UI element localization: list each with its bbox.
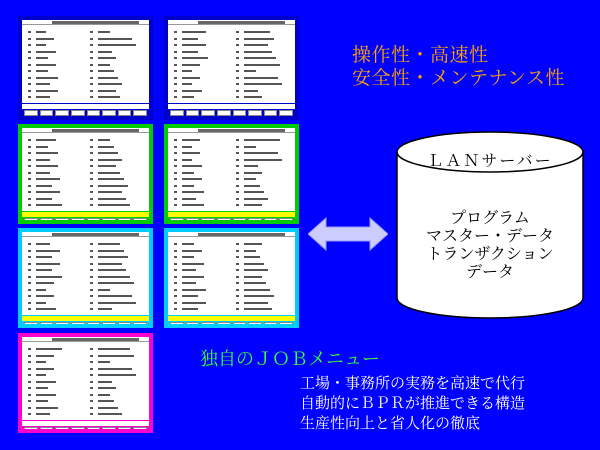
thumb-menu-row: [174, 308, 289, 310]
thumb-menu-row: [28, 77, 143, 79]
thumb-menu-row: [28, 282, 143, 284]
blue-menu-screen-1: [18, 16, 153, 120]
thumb-function-key: [279, 322, 293, 328]
thumb-menu-row: [28, 368, 143, 370]
magenta-menu-screen: [18, 333, 153, 433]
headline-line-1: 操作性・高速性: [352, 44, 489, 66]
thumb-menu-row: [28, 51, 143, 53]
thumb-menu-row: [28, 152, 143, 154]
thumb-menu-row: [174, 57, 289, 59]
thumb-menu-row: [28, 64, 143, 66]
thumb-function-key: [264, 110, 278, 116]
thumb-menu-row: [28, 289, 143, 291]
thumb-menu-row: [174, 191, 289, 193]
thumb-menu-row: [174, 139, 289, 141]
thumb-menu-row: [174, 250, 289, 252]
thumb-menu-row: [174, 83, 289, 85]
headline-line-2: 安全性・メンテナンス性: [352, 67, 565, 89]
server-content-1: プログラム: [450, 208, 530, 227]
thumb-menu-row: [28, 295, 143, 297]
thumb-function-key: [233, 322, 247, 328]
thumb-menu-row: [174, 96, 289, 98]
thumb-function-key: [118, 322, 132, 328]
thumb-function-key: [217, 322, 231, 328]
headline: [352, 44, 565, 90]
thumb-function-key: [87, 427, 101, 433]
thumb-menu-row: [28, 407, 143, 409]
thumb-function-key: [55, 322, 69, 328]
thumb-menu-row: [28, 263, 143, 265]
thumb-function-key: [248, 322, 262, 328]
thumb-menu-row: [28, 185, 143, 187]
thumb-function-key: [118, 110, 132, 116]
thumb-menu-row: [28, 374, 143, 376]
benefit-3: 生産性向上と省人化の徹底: [300, 414, 481, 432]
thumb-function-key: [248, 110, 262, 116]
thumb-function-key: [264, 322, 278, 328]
thumb-function-key: [71, 322, 85, 328]
server-content-3: トランザクション: [426, 244, 554, 263]
thumb-menu-row: [28, 70, 143, 72]
thumb-function-key: [217, 110, 231, 116]
thumb-menu-body: [22, 25, 149, 103]
thumb-function-key: [87, 218, 101, 224]
benefit-2: 自動的にＢＰＲが推進できる構造: [300, 394, 526, 412]
thumb-menu-row: [174, 289, 289, 291]
thumb-function-key: [133, 218, 147, 224]
thumb-function-key: [71, 110, 85, 116]
thumb-function-key: [133, 110, 147, 116]
thumb-menu-row: [28, 276, 143, 278]
thumb-function-key: [40, 427, 54, 433]
benefit-1: 工場・事務所の実務を高速で代行: [300, 374, 526, 392]
thumb-menu-row: [28, 413, 143, 415]
server-content-4: データ: [465, 262, 514, 281]
thumb-menu-row: [28, 146, 143, 148]
thumb-menu-row: [28, 159, 143, 161]
thumb-menu-row: [174, 269, 289, 271]
double-headed-arrow-icon: [308, 214, 388, 254]
thumb-function-key: [133, 322, 147, 328]
thumb-menu-row: [28, 139, 143, 141]
thumb-menu-row: [28, 96, 143, 98]
thumb-function-key: [170, 322, 184, 328]
thumb-menu-row: [28, 90, 143, 92]
thumb-menu-row: [28, 198, 143, 200]
thumb-function-key: [264, 218, 278, 224]
thumb-function-key: [24, 110, 38, 116]
thumb-menu-row: [174, 64, 289, 66]
thumb-function-keys: [168, 217, 295, 224]
thumb-function-keys: [168, 321, 295, 328]
thumb-function-key: [279, 110, 293, 116]
thumb-function-key: [279, 218, 293, 224]
thumb-menu-row: [28, 250, 143, 252]
thumb-function-key: [71, 427, 85, 433]
thumb-menu-row: [174, 51, 289, 53]
thumb-function-keys: [22, 321, 149, 328]
thumb-menu-row: [174, 256, 289, 258]
thumb-function-key: [71, 218, 85, 224]
thumb-menu-row: [28, 387, 143, 389]
thumb-function-keys: [22, 109, 149, 117]
thumb-function-key: [170, 218, 184, 224]
cyan-menu-screen-2: [164, 228, 299, 328]
thumb-menu-row: [28, 57, 143, 59]
thumb-menu-row: [28, 83, 143, 85]
server-title: ＬＡＮサーバー: [427, 151, 553, 170]
thumb-function-key: [118, 427, 132, 433]
thumb-function-keys: [22, 217, 149, 224]
thumb-menu-row: [174, 90, 289, 92]
thumb-function-key: [201, 110, 215, 116]
thumb-menu-row: [28, 381, 143, 383]
thumb-menu-row: [28, 31, 143, 33]
thumb-function-key: [217, 218, 231, 224]
thumb-menu-row: [28, 165, 143, 167]
thumb-menu-row: [28, 302, 143, 304]
thumb-menu-row: [174, 165, 289, 167]
thumb-function-key: [186, 110, 200, 116]
thumb-function-keys: [22, 426, 149, 433]
thumb-function-key: [40, 322, 54, 328]
thumb-menu-body: [168, 133, 295, 211]
thumb-menu-row: [28, 355, 143, 357]
thumb-menu-row: [174, 198, 289, 200]
thumb-function-key: [186, 322, 200, 328]
thumb-menu-row: [174, 282, 289, 284]
thumb-menu-row: [174, 77, 289, 79]
menu-heading: 独自のＪＯＢメニュー: [200, 349, 380, 370]
green-menu-screen-2: [164, 124, 299, 224]
thumb-function-key: [55, 427, 69, 433]
thumb-function-key: [248, 218, 262, 224]
thumb-menu-row: [174, 38, 289, 40]
thumb-function-key: [40, 218, 54, 224]
benefits-list: [300, 373, 525, 433]
thumb-menu-row: [174, 263, 289, 265]
thumb-menu-row: [174, 152, 289, 154]
thumb-function-key: [102, 427, 116, 433]
thumb-function-key: [233, 110, 247, 116]
cyan-menu-screen-1: [18, 228, 153, 328]
thumb-function-key: [24, 427, 38, 433]
thumb-function-key: [24, 322, 38, 328]
thumb-menu-row: [28, 400, 143, 402]
thumb-menu-row: [28, 308, 143, 310]
thumb-menu-body: [168, 237, 295, 315]
thumb-menu-body: [22, 133, 149, 211]
thumb-function-key: [133, 427, 147, 433]
thumb-menu-row: [174, 31, 289, 33]
thumb-menu-row: [28, 243, 143, 245]
thumb-function-key: [233, 218, 247, 224]
thumb-function-key: [87, 322, 101, 328]
thumb-function-key: [170, 110, 184, 116]
thumb-menu-row: [174, 172, 289, 174]
thumb-function-key: [186, 218, 200, 224]
thumb-function-key: [102, 110, 116, 116]
thumb-menu-row: [174, 204, 289, 206]
thumb-menu-body: [168, 25, 295, 103]
thumb-menu-row: [174, 178, 289, 180]
server-content-2: マスター・データ: [425, 226, 554, 245]
thumb-function-key: [201, 218, 215, 224]
thumb-menu-row: [174, 44, 289, 46]
thumb-menu-row: [28, 394, 143, 396]
thumb-menu-row: [28, 44, 143, 46]
thumb-function-key: [40, 110, 54, 116]
thumb-menu-row: [174, 276, 289, 278]
thumb-function-key: [87, 110, 101, 116]
thumb-menu-body: [22, 237, 149, 315]
thumb-function-key: [102, 322, 116, 328]
thumb-menu-row: [28, 269, 143, 271]
thumb-menu-row: [28, 38, 143, 40]
thumb-function-key: [102, 218, 116, 224]
thumb-menu-row: [28, 361, 143, 363]
thumb-menu-row: [174, 146, 289, 148]
thumb-menu-row: [28, 172, 143, 174]
thumb-menu-row: [174, 295, 289, 297]
green-menu-screen-1: [18, 124, 153, 224]
thumb-menu-row: [174, 159, 289, 161]
thumb-menu-row: [28, 348, 143, 350]
thumb-menu-body: [22, 342, 149, 420]
thumb-menu-row: [174, 185, 289, 187]
blue-menu-screen-2: [164, 16, 299, 120]
thumb-menu-row: [174, 302, 289, 304]
thumb-function-key: [24, 218, 38, 224]
thumb-menu-row: [174, 70, 289, 72]
thumb-menu-row: [28, 191, 143, 193]
thumb-menu-row: [28, 204, 143, 206]
thumb-function-keys: [168, 109, 295, 117]
thumb-function-key: [55, 110, 69, 116]
thumb-function-key: [118, 218, 132, 224]
thumb-function-key: [55, 218, 69, 224]
thumb-function-key: [201, 322, 215, 328]
thumb-menu-row: [28, 178, 143, 180]
thumb-menu-row: [28, 256, 143, 258]
thumb-menu-row: [174, 243, 289, 245]
